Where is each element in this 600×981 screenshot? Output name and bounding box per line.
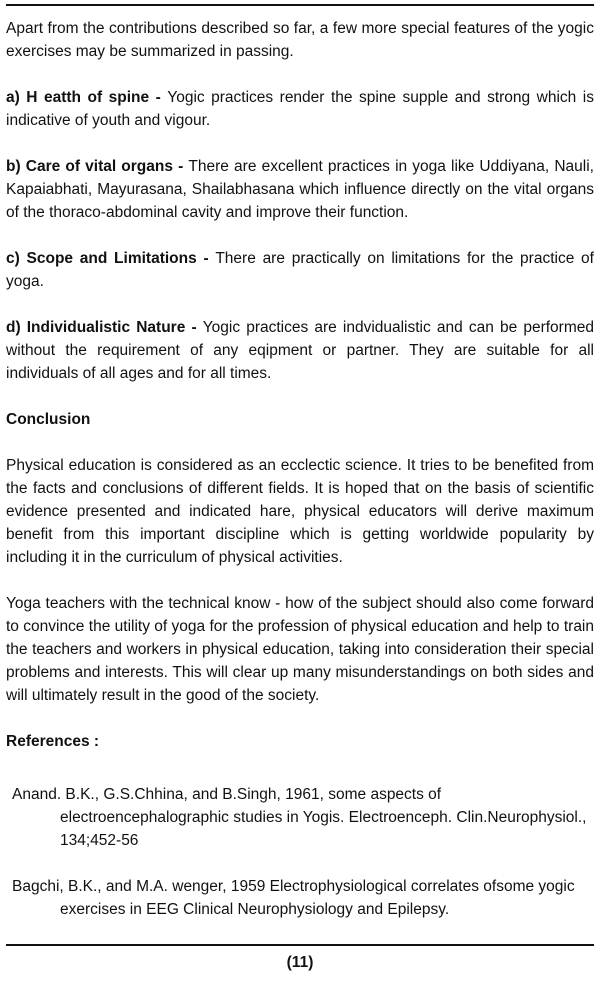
feature-individualistic-text: Yogic practices are indvidualistic and can be performed without the requirement of any eqipment or partner. They are suitable for all individuals of all ages and for all times. bbox=[6, 319, 594, 382]
feature-individualistic-paragraph bbox=[6, 316, 594, 385]
reference-item-2: Bagchi, B.K., and M.A. wenger, 1959 Electrophysiological correlates ofsome yogic exercises in EEG Clinical Neurophysiology and Epilepsy. bbox=[12, 878, 575, 918]
feature-scope-text: There are practically on limitations for the practice of yoga. bbox=[6, 250, 594, 290]
feature-vital-organs-lead: b) Care of vital organs - bbox=[6, 158, 189, 175]
top-rule bbox=[6, 4, 594, 6]
feature-spine-text: Yogic practices render the spine supple and strong which is indicative of youth and vigour. bbox=[6, 89, 594, 129]
conclusion-paragraph-2: Yoga teachers with the technical know - how of the subject should also come forward to convince the utility of yoga for the profession of physical education and help to train the teachers and workers in physical education, taking into consideration their special problems and interests. This will clear up many misunderstandings on both sides and will ultimately result in the good of the society. bbox=[6, 595, 594, 704]
conclusion-heading: Conclusion bbox=[6, 411, 91, 428]
intro-paragraph: Apart from the contributions described so far, a few more special features of the yogic exercises may be summarized in passing. bbox=[6, 20, 594, 60]
feature-scope-paragraph bbox=[6, 247, 594, 293]
feature-vital-organs-paragraph bbox=[6, 155, 594, 224]
feature-scope-lead: c) Scope and Limitations - bbox=[6, 250, 216, 267]
reference-item-1: Anand. B.K., G.S.Chhina, and B.Singh, 1961, some aspects of electroencephalographic studies in Yogis. Electroenceph. Clin.Neurophysiol., 134;452-56 bbox=[12, 786, 587, 849]
page-content bbox=[6, 17, 594, 944]
page-number: (11) bbox=[286, 954, 314, 971]
conclusion-paragraph-1: Physical education is considered as an ecclectic science. It tries to be benefited from the facts and conclusions of different fields. It is hoped that on the basis of scientific evidence presented and indicated hare, physical educators will derive maximum benefit from this important discipline which is getting worldwide popularity by including it in the curriculum of physical activities. bbox=[6, 457, 594, 566]
references-heading: References : bbox=[6, 733, 100, 750]
bottom-rule bbox=[6, 944, 594, 946]
feature-spine-lead: a) H eatth of spine - bbox=[6, 89, 168, 106]
document-page bbox=[6, 0, 594, 981]
feature-individualistic-lead: d) Individualistic Nature - bbox=[6, 319, 203, 336]
feature-spine-paragraph bbox=[6, 86, 594, 132]
feature-vital-organs-text: There are excellent practices in yoga like Uddiyana, Nauli, Kapaiabhati, Mayurasana, Shailabhasana which influence directly on the vital organs of the thoraco-abdominal cavity and improve their function. bbox=[6, 158, 594, 221]
